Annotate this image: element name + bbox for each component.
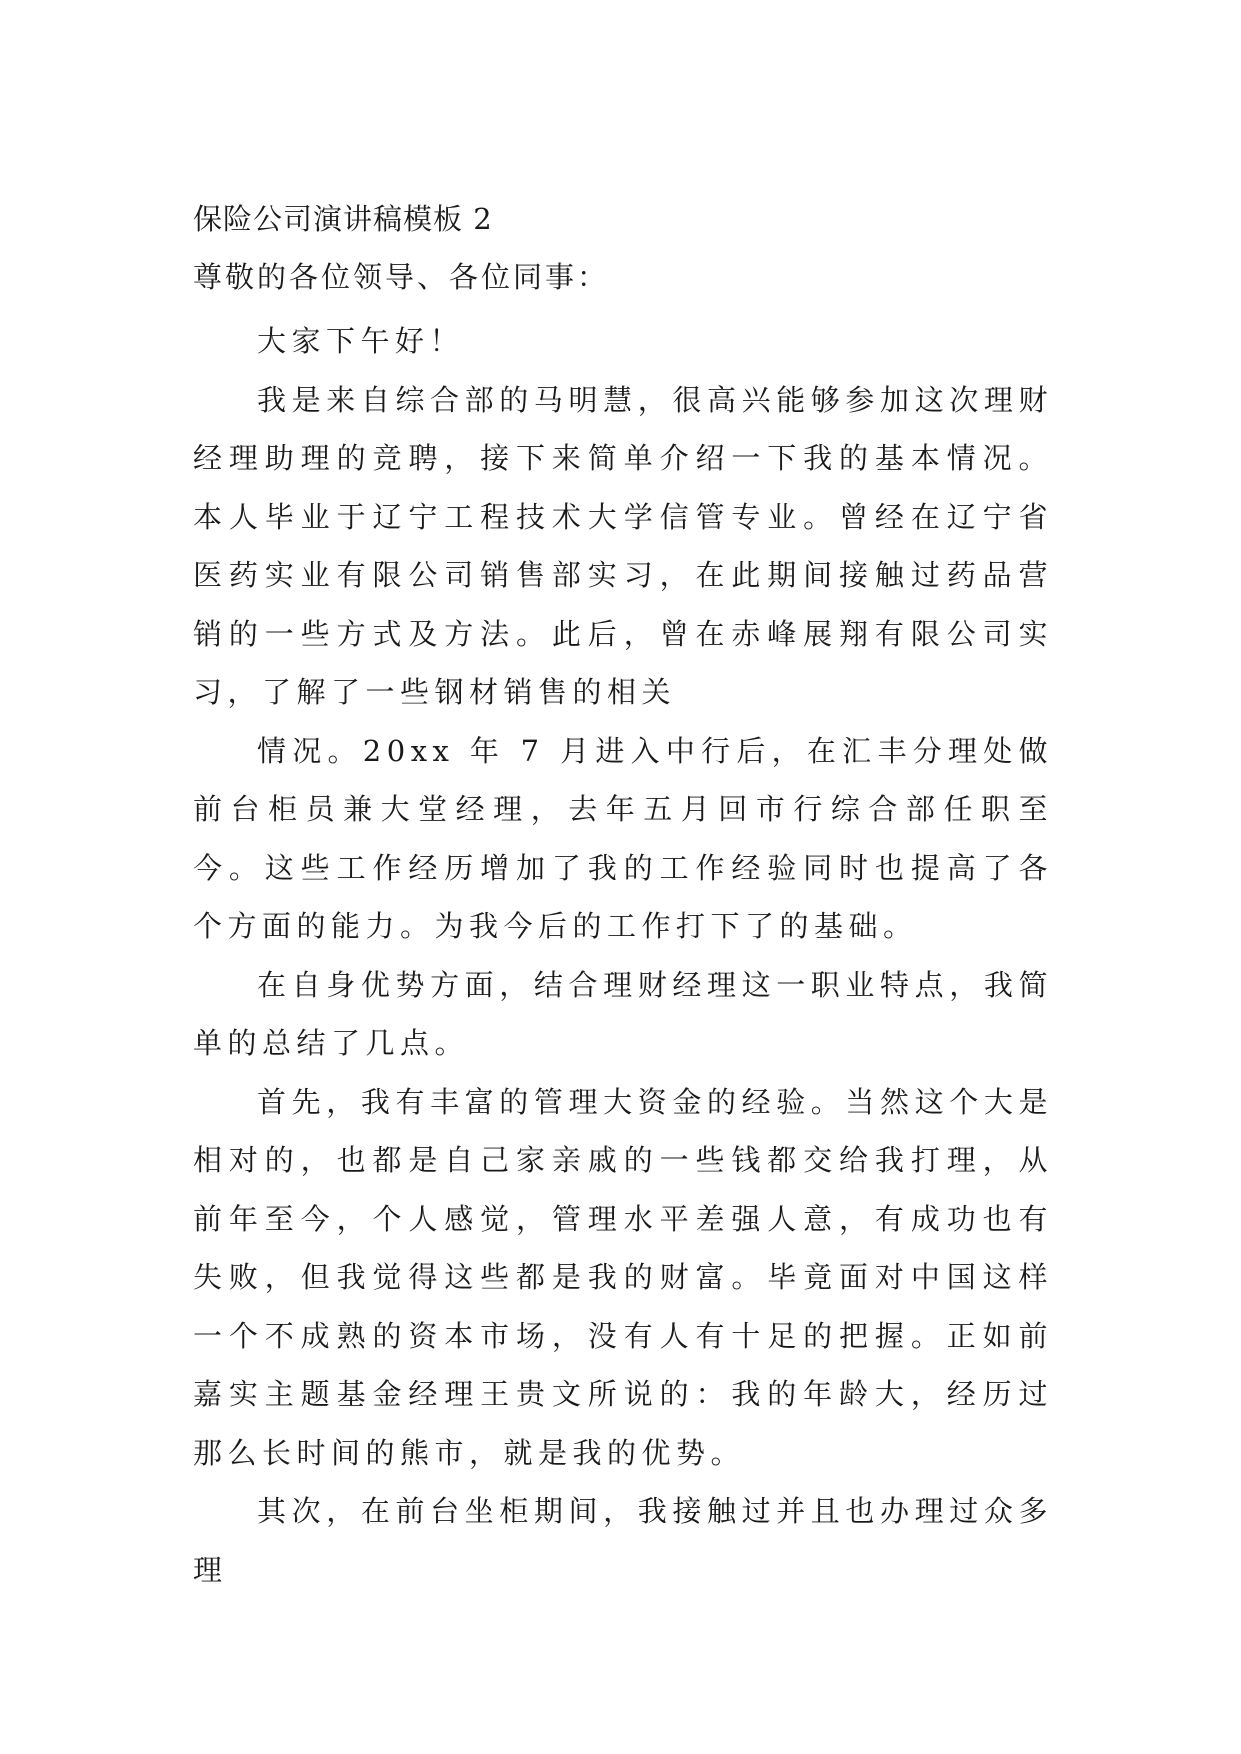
- paragraph-first-strength: 首先，我有丰富的管理大资金的经验。当然这个大是相对的，也都是自己家亲戚的一些钱都交给我打理，从前年至今，个人感觉，管理水平差强人意，有成功也有失败，但我觉得这些都是我的财富。毕竟面对中国这样一个不成熟的资本市场，没有人有十足的把握。正如前嘉实主题基金经理王贵文所说的：我的年龄大，经历过那么长时间的熊市，就是我的优势。: [193, 1084, 1053, 1470]
- paragraph-strengths-intro: 在自身优势方面，结合理财经理这一职业特点，我简单的总结了几点。: [193, 967, 1053, 1060]
- paragraph-greeting: 大家下午好！: [257, 324, 465, 358]
- paragraph-second-strength: 其次，在前台坐柜期间，我接触过并且也办理过众多理: [193, 1494, 1053, 1587]
- paragraph-introduction: 我是来自综合部的马明慧，很高兴能够参加这次理财经理助理的竞聘，接下来简单介绍一下我的基本情况。本人毕业于辽宁工程技术大学信管专业。曾经在辽宁省医药实业有限公司销售部实习，在此期间接触过药品营销的一些方式及方法。此后，曾在赤峰展翔有限公司实习，了解了一些钢材销售的相关: [193, 382, 1053, 709]
- salutation: 尊敬的各位领导、各位同事：: [193, 260, 610, 294]
- document-title: 保险公司演讲稿模板 2: [193, 202, 493, 236]
- document-body: [193, 190, 1053, 1599]
- paragraph-work-history: 情况。20xx 年 7 月进入中行后，在汇丰分理处做前台柜员兼大堂经理，去年五月回市行综合部任职至今。这些工作经历增加了我的工作经验同时也提高了各个方面的能力。为我今后的工作打下了的基础。: [193, 733, 1053, 943]
